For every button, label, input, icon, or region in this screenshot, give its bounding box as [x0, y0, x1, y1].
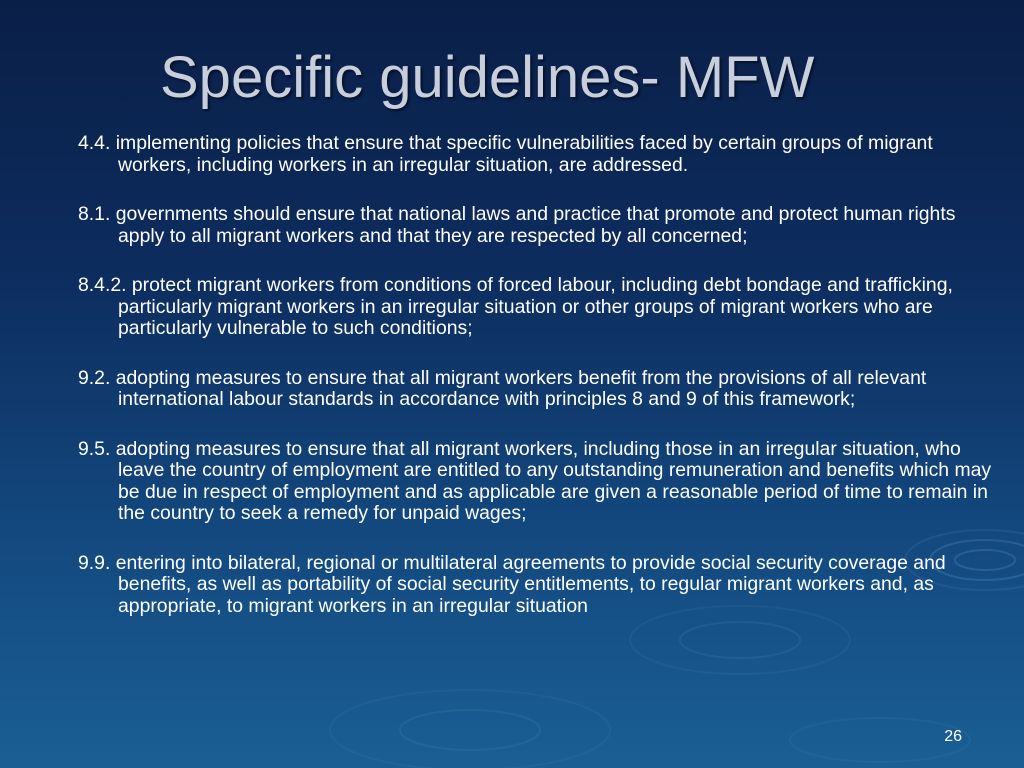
guideline-paragraph: 8.1. governments should ensure that national laws and practice that promote and protect human rights apply to all migrant workers and that they are respected by all concerned; [78, 203, 956, 247]
guideline-paragraph: 4.4. implementing policies that ensure that specific vulnerabilities faced by certain groups of migrant workers, including workers in an irregular situation, are addressed. [78, 132, 933, 176]
slide-body [78, 133, 1003, 645]
guideline-paragraph: 9.9. entering into bilateral, regional or multilateral agreements to provide social security coverage and benefits, as well as portability of social security entitlements, to regular migrant workers and, as appropriate, to migrant workers in an irregular situation [78, 551, 946, 617]
guideline-paragraph: 9.5. adopting measures to ensure that all migrant workers, including those in an irregular situation, who leave the country of employment are entitled to any outstanding remuneration and benefits which may be due in respect of employment and as applicable are given a reasonable period of time to remain in the country to seek a remedy for unpaid wages; [78, 437, 992, 524]
guideline-paragraph: 8.4.2. protect migrant workers from conditions of forced labour, including debt bondage and trafficking, particularly migrant workers in an irregular situation or other groups of migrant workers who are particularly vulnerable to such conditions; [78, 274, 953, 339]
page-number: 26 [944, 728, 962, 745]
slide-title: Specific guidelines- MFW [160, 45, 815, 110]
guideline-paragraph: 9.2. adopting measures to ensure that all migrant workers benefit from the provisions of all relevant international labour standards in accordance with principles 8 and 9 of this framework; [78, 366, 927, 410]
